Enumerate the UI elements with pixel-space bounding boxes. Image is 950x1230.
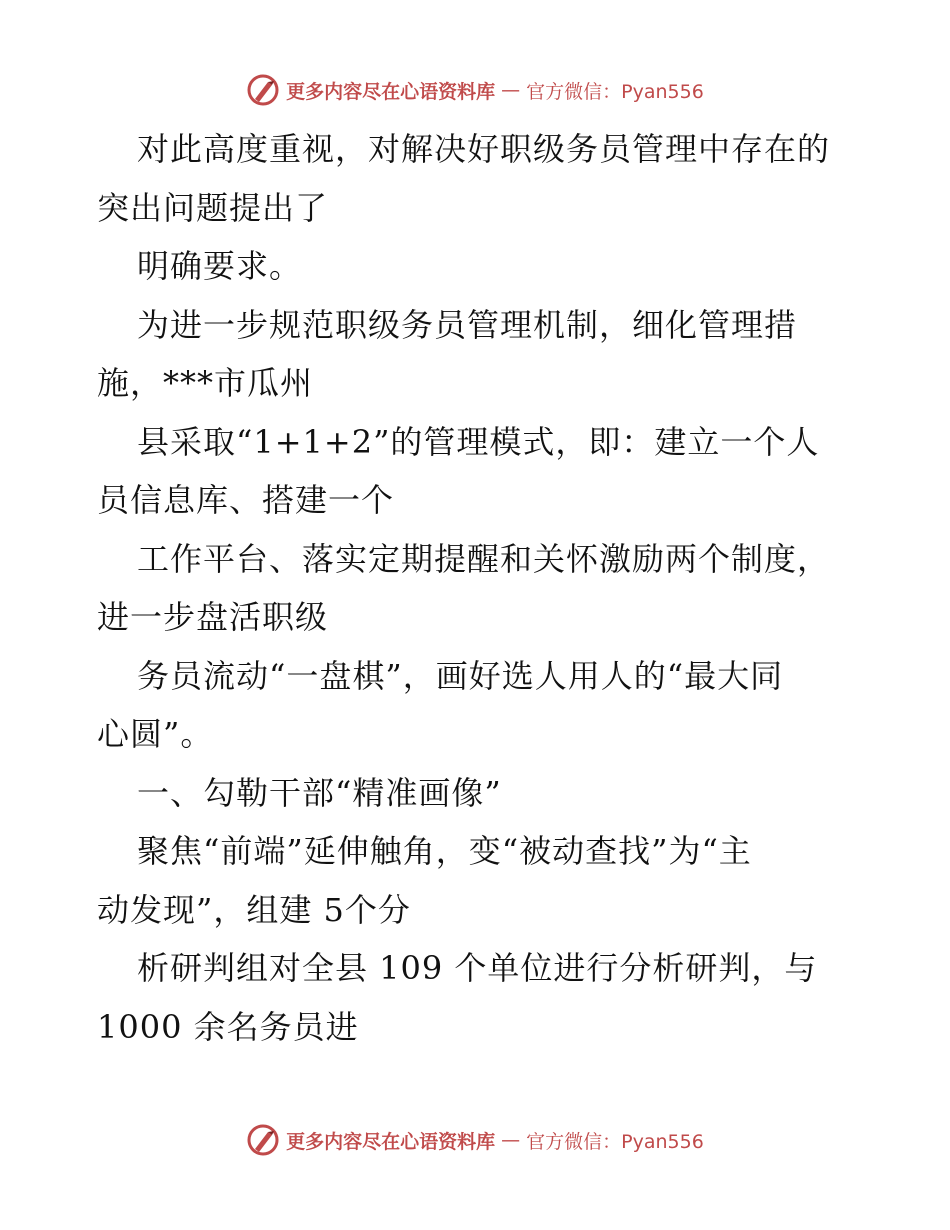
text-line: 对此高度重视，对解决好职级务员管理中存在的 — [137, 130, 831, 168]
watermark-wechat: 官方微信：Pyan556 — [526, 80, 704, 103]
text-line: 务员流动“一盘棋”，画好选人用人的“最大同 — [137, 656, 784, 695]
text-line: 明确要求。 — [137, 247, 303, 285]
watermark-separator: — — [501, 1129, 521, 1151]
watermark-text: 更多内容尽在心语资料库 — [286, 1130, 496, 1153]
document-body — [97, 120, 857, 1056]
text-line: 县采取“1+1+2”的管理模式，即：建立一个人 — [137, 422, 820, 461]
pen-logo-icon — [246, 1123, 280, 1157]
watermark-text: 更多内容尽在心语资料库 — [286, 80, 496, 103]
text-line: 工作平台、落实定期提醒和关怀激励两个制度， — [137, 539, 831, 578]
text-line: 聚焦“前端”延伸触角，变“被动查找”为“主 — [137, 832, 752, 870]
watermark-wechat: 官方微信：Pyan556 — [526, 1130, 704, 1153]
pen-logo-icon — [246, 73, 280, 107]
text-line: 进一步盘活职级 — [97, 598, 329, 636]
text-line: 施，***市瓜州 — [97, 364, 314, 402]
text-line: 心圆”。 — [97, 715, 214, 753]
header-watermark — [0, 70, 950, 110]
text-line: 突出问题提出了 — [97, 188, 329, 227]
text-line: 动发现”，组建 5个分 — [97, 890, 411, 929]
text-line: 1000 余名务员进 — [97, 1007, 359, 1046]
footer-watermark — [0, 1120, 950, 1160]
watermark-separator: — — [501, 79, 521, 101]
text-line: 析研判组对全县 109 个单位进行分析研判，与 — [137, 949, 818, 987]
text-line: 为进一步规范职级务员管理机制，细化管理措 — [137, 305, 798, 344]
text-line: 员信息库、搭建一个 — [97, 481, 395, 519]
text-line: 一、勾勒干部“精准画像” — [137, 773, 502, 812]
